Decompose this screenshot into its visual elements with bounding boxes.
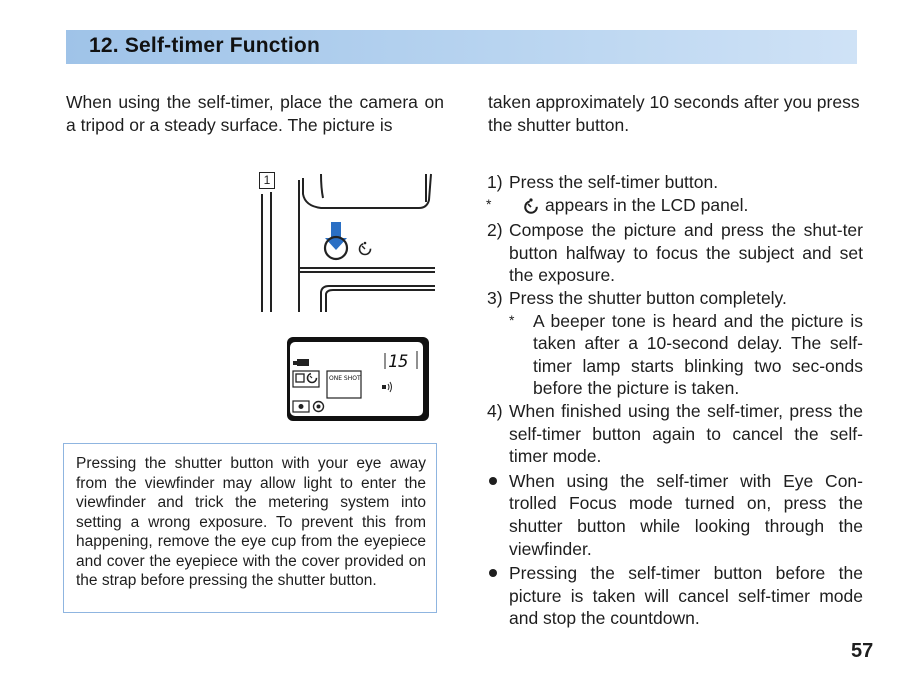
step-2 [487, 219, 863, 287]
step-1-note [487, 194, 863, 220]
intro-text-left: When using the self-timer, place the camera on a tripod or a steady surface. The picture is [66, 92, 444, 135]
lcd-digit-text: 15 [388, 352, 409, 372]
bullet-text: When using the self-timer with Eye Con-trolled Focus mode turned on, press the shutter button while looking through the viewfinder. [509, 470, 863, 559]
selftimer-icon [360, 242, 371, 255]
note-text: A beeper tone is heard and the picture is taken after a 10-second delay. The self-timer lamp starts blinking two sec-onds before the picture is taken. [533, 310, 863, 399]
caution-box [63, 443, 437, 613]
section-header [66, 30, 857, 64]
step-3 [487, 287, 863, 310]
step-number: 1) [487, 172, 503, 192]
bullet-dot [489, 477, 497, 485]
bullet-dot [489, 569, 497, 577]
figure-lcd-panel [287, 337, 429, 421]
oneshot-label: ONE SHOT [329, 375, 361, 382]
bullet-text: Pressing the self-timer button before the picture is taken will cancel self-timer mode and stop the countdown. [509, 563, 863, 629]
step-text: Press the shutter button completely. [509, 287, 787, 308]
caution-text: Pressing the shutter button with your eye away from the viewfinder may allow light to enter the viewfinder and trick the metering system into setting a wrong exposure. To prevent this from happening, remove the eye cup from the eyepiece and cover the eyepiece with the cover provided on the strap before pressing the shutter button. [76, 455, 426, 589]
step-number: 3) [487, 287, 503, 308]
section-title: 12. Self-timer Function [89, 34, 320, 57]
note-asterisk: * [486, 195, 492, 212]
selftimer-icon [523, 197, 539, 220]
step-4 [487, 400, 863, 468]
intro-text-right: taken approximately 10 seconds after you press the shutter button. [488, 92, 860, 135]
step-1 [487, 171, 863, 194]
page-number: 57 [851, 640, 874, 662]
figure-camera-selftimer-button [259, 172, 438, 314]
step-text: When finished using the self-timer, press the self-timer button again to cancel the self-timer mode. [509, 400, 863, 467]
step-number: 4) [487, 400, 503, 421]
step-number: 2) [487, 220, 503, 241]
step-text: Press the self-timer button. [509, 172, 719, 192]
camera-illustration [259, 172, 438, 314]
note-text: appears in the LCD panel. [545, 194, 749, 215]
step-3-note [487, 310, 863, 400]
step-text: Compose the picture and press the shut-ter button halfway to focus the subject and set the exposure. [509, 220, 863, 286]
note-asterisk: * [509, 311, 515, 328]
bullet-eye-control [487, 470, 863, 560]
lcd-panel-illustration [287, 337, 429, 421]
bullet-cancel [487, 562, 863, 630]
steps-list [487, 171, 863, 630]
figure-label: 1 [259, 172, 275, 189]
